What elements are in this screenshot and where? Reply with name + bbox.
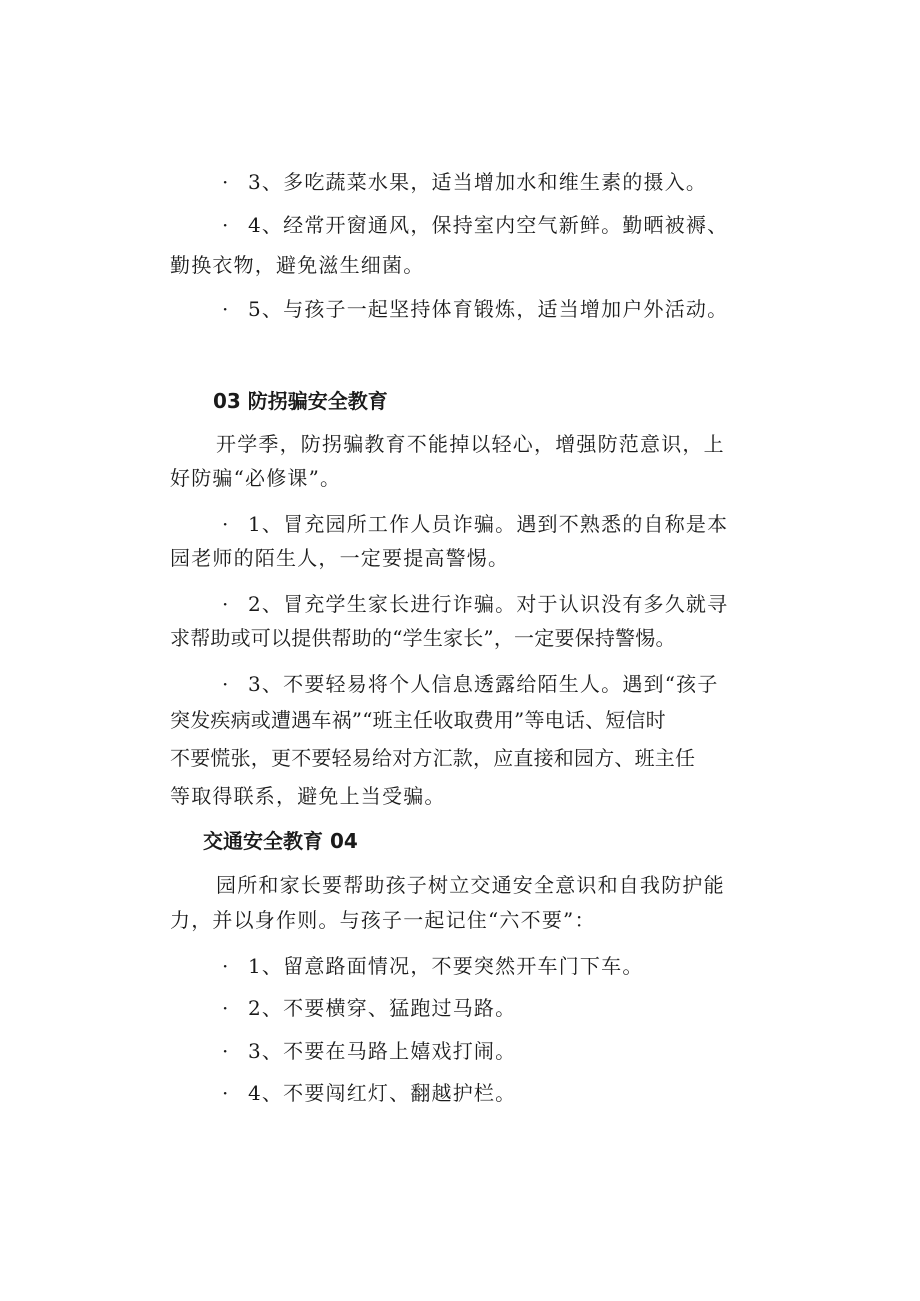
bullet: ·	[222, 1081, 230, 1105]
bullet: ·	[222, 213, 230, 237]
traffic-item-1	[222, 954, 644, 978]
fraud-item-1	[222, 512, 728, 536]
traffic-item-1-line-1: 1、留意路面情况，不要突然开车门下车。	[248, 954, 644, 978]
bullet: ·	[222, 672, 230, 696]
fraud-item-3-line-1: 3、不要轻易将个人信息透露给陌生人。遇到“孩子	[248, 672, 719, 696]
section-heading-traffic: 交通安全教育 04	[203, 829, 358, 853]
fraud-intro-line-1: 开学季，防拐骗教育不能掉以轻心，增强防范意识，上	[216, 432, 725, 456]
traffic-intro-line-2: 力，并以身作则。与孩子一起记住“六不要”：	[170, 908, 596, 932]
fraud-item-3	[222, 672, 719, 696]
health-item-5-line-1: 5、与孩子一起坚持体育锻炼，适当增加户外活动。	[248, 297, 729, 321]
fraud-item-3-line-2: 突发疾病或遭遇车祸”“班主任收取费用”等电话、短信时	[170, 708, 666, 732]
traffic-item-4-line-1: 4、不要闯红灯、翻越护栏。	[248, 1081, 517, 1105]
bullet: ·	[222, 592, 230, 616]
traffic-item-2-line-1: 2、不要横穿、猛跑过马路。	[248, 996, 517, 1020]
bullet: ·	[222, 996, 230, 1020]
fraud-item-1-line-1: 1、冒充园所工作人员诈骗。遇到不熟悉的自称是本	[248, 512, 729, 536]
bullet: ·	[222, 512, 230, 536]
bullet: ·	[222, 170, 230, 194]
fraud-item-1-line-2: 园老师的陌生人，一定要提高警惕。	[170, 546, 510, 570]
health-item-4-line-2: 勤换衣物，避免滋生细菌。	[170, 253, 425, 277]
fraud-item-2	[222, 592, 728, 616]
fraud-item-2-line-1: 2、冒充学生家长进行诈骗。对于认识没有多久就寻	[248, 592, 729, 616]
bullet: ·	[222, 954, 230, 978]
fraud-intro-line-2: 好防骗“必修课”。	[170, 466, 342, 490]
fraud-item-2-line-2: 求帮助或可以提供帮助的“学生家长”，一定要保持警惕。	[170, 626, 676, 650]
section-heading-anti-fraud: 03 防拐骗安全教育	[213, 389, 388, 413]
health-item-3-line-1: 3、多吃蔬菜水果，适当增加水和维生素的摄入。	[248, 170, 708, 194]
health-item-4	[222, 213, 728, 237]
health-item-5	[222, 297, 728, 321]
traffic-item-2	[222, 996, 516, 1020]
traffic-item-3	[222, 1039, 516, 1063]
health-item-4-line-1: 4、经常开窗通风，保持室内空气新鲜。勤晒被褥、	[248, 213, 729, 237]
fraud-item-3-line-4: 等取得联系，避免上当受骗。	[170, 784, 446, 808]
traffic-item-3-line-1: 3、不要在马路上嬉戏打闹。	[248, 1039, 517, 1063]
traffic-item-4	[222, 1081, 516, 1105]
health-item-3	[222, 170, 707, 194]
bullet: ·	[222, 297, 230, 321]
fraud-item-3-line-3: 不要慌张，更不要轻易给对方汇款，应直接和园方、班主任	[170, 746, 696, 770]
bullet: ·	[222, 1039, 230, 1063]
traffic-intro-line-1: 园所和家长要帮助孩子树立交通安全意识和自我防护能	[216, 873, 725, 897]
